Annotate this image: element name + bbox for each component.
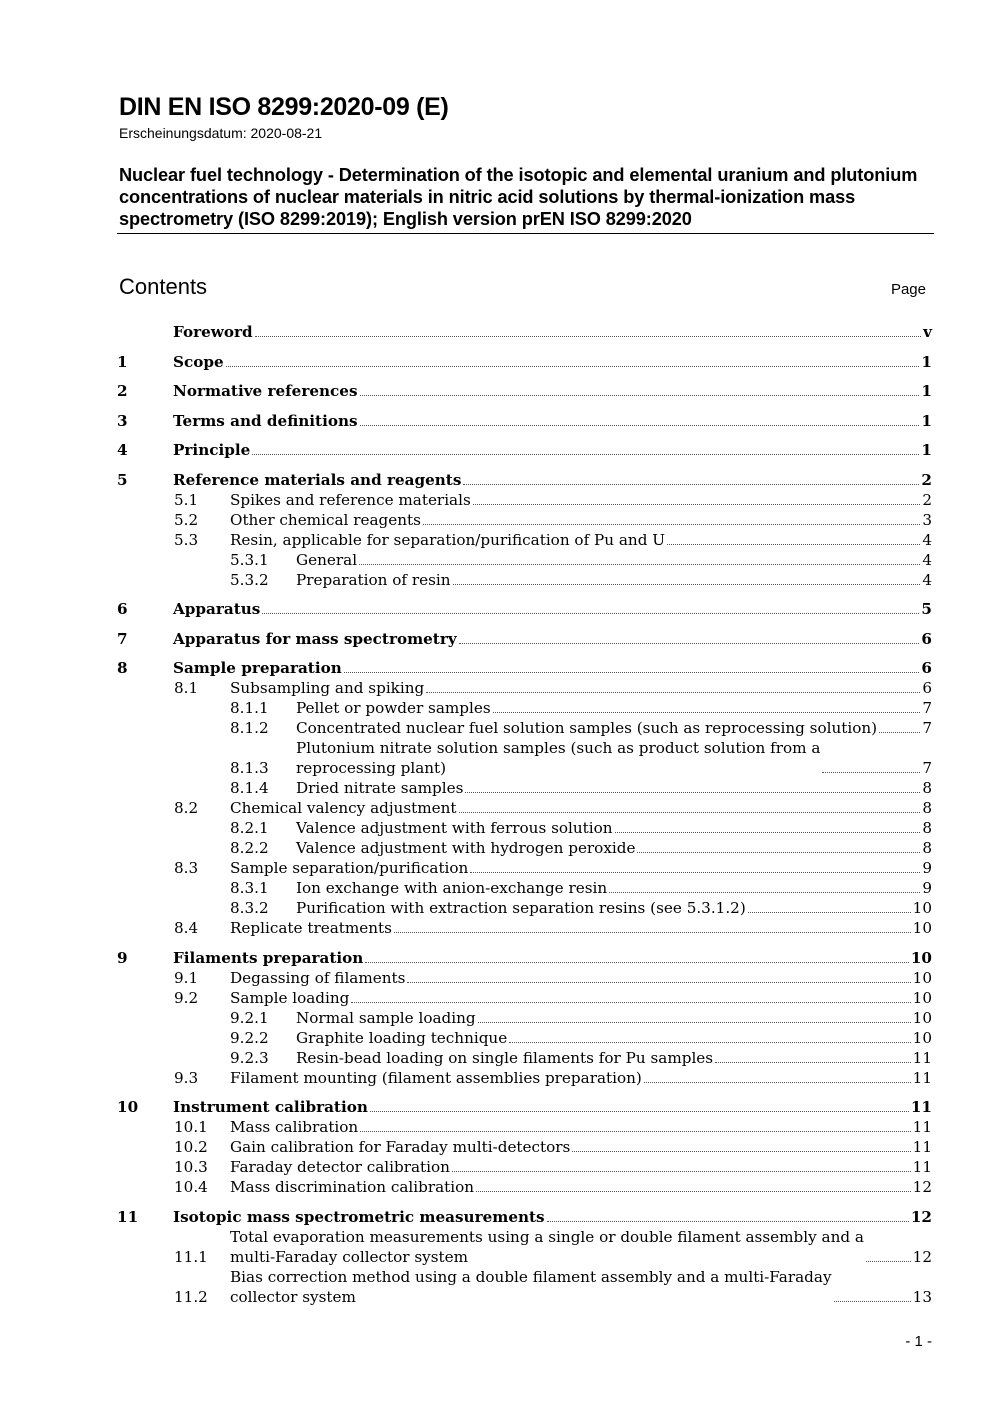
toc-leader-dots bbox=[351, 1002, 910, 1003]
toc-entry[interactable] bbox=[117, 1137, 932, 1157]
toc-entry-title: Valence adjustment with hydrogen peroxide bbox=[296, 839, 636, 857]
toc-entry[interactable] bbox=[117, 698, 932, 718]
document-subtitle: Nuclear fuel technology - Determination of the isotopic and elemental uranium and plutonium concentrations of nuclear materials in nitric acid solutions by thermal-ionization mass spectrometry (ISO 8299:2019); English version prEN ISO 8299:2020 bbox=[119, 165, 918, 229]
toc-entry-title-wrap bbox=[230, 1068, 913, 1088]
toc-leader-dots bbox=[360, 1131, 910, 1132]
toc-entry-title-wrap bbox=[296, 550, 922, 570]
toc-entry-number: 5.3.1 bbox=[230, 550, 269, 569]
toc-entry-number: 11.1 bbox=[174, 1247, 208, 1266]
toc-entry-page: 10 bbox=[912, 1008, 932, 1027]
toc-entry-number: 5.1 bbox=[174, 490, 199, 509]
toc-entry-page: 13 bbox=[912, 1287, 932, 1306]
toc-leader-dots bbox=[473, 504, 921, 505]
subtitle-rule bbox=[117, 233, 934, 234]
toc-entry[interactable] bbox=[117, 1068, 932, 1088]
toc-leader-dots bbox=[459, 812, 921, 813]
toc-entry-title-wrap bbox=[173, 948, 911, 968]
toc-entry-title: Spikes and reference materials bbox=[230, 490, 471, 509]
toc-leader-dots bbox=[465, 792, 920, 793]
toc-entry[interactable] bbox=[117, 1177, 932, 1197]
toc-entry-title-wrap bbox=[173, 381, 921, 401]
toc-leader-dots bbox=[834, 1301, 911, 1302]
toc-entry-number: 10.1 bbox=[174, 1118, 208, 1136]
toc-entry-title-wrap bbox=[296, 738, 922, 778]
toc-entry-title: Gain calibration for Faraday multi-detectors bbox=[230, 1138, 571, 1156]
toc-entry-number: 2 bbox=[117, 382, 128, 400]
toc-entry[interactable] bbox=[117, 1097, 932, 1117]
toc-entry[interactable] bbox=[117, 411, 932, 431]
toc-leader-dots bbox=[866, 1261, 911, 1262]
toc-entry-title: Replicate treatments bbox=[230, 919, 392, 937]
toc-entry-title: Terms and definitions bbox=[173, 411, 358, 430]
toc-entry-number: 8.1.1 bbox=[230, 699, 269, 717]
toc-entry[interactable] bbox=[117, 510, 932, 530]
toc-entry-title: Preparation of resin bbox=[296, 570, 451, 589]
toc-entry[interactable] bbox=[117, 629, 932, 649]
toc-entry-page: 9 bbox=[922, 879, 932, 897]
toc-entry-number: 9.2.1 bbox=[230, 1008, 269, 1027]
toc-entry[interactable] bbox=[117, 718, 932, 738]
toc-entry-title: Mass discrimination calibration bbox=[230, 1178, 475, 1196]
toc-entry[interactable] bbox=[117, 1207, 932, 1227]
toc-entry-title-wrap bbox=[230, 968, 913, 988]
toc-entry-number: 6 bbox=[117, 600, 128, 618]
toc-entry-page: 1 bbox=[921, 411, 932, 430]
toc-entry[interactable] bbox=[117, 818, 932, 838]
toc-entry-number: 8.3.1 bbox=[230, 879, 269, 897]
toc-leader-dots bbox=[407, 982, 910, 983]
toc-entry-title: General bbox=[296, 550, 358, 569]
toc-entry-page: 4 bbox=[922, 530, 932, 549]
toc-entry-page: 11 bbox=[912, 1048, 932, 1067]
toc-entry-title: Principle bbox=[173, 441, 251, 459]
toc-entry-title: Scope bbox=[173, 352, 224, 371]
toc-entry[interactable] bbox=[117, 322, 932, 342]
toc-entry-title: Graphite loading technique bbox=[296, 1028, 508, 1047]
toc-entry-number: 8.3.2 bbox=[230, 899, 269, 917]
table-of-contents bbox=[117, 322, 932, 1307]
toc-entry-title: Ion exchange with anion-exchange resin bbox=[296, 879, 608, 897]
toc-entry-number: 5.3.2 bbox=[230, 570, 269, 589]
toc-entry[interactable] bbox=[117, 878, 932, 898]
toc-entry-title-wrap bbox=[173, 658, 921, 678]
toc-entry[interactable] bbox=[117, 470, 932, 490]
toc-leader-dots bbox=[252, 454, 919, 455]
toc-leader-dots bbox=[394, 932, 911, 933]
toc-leader-dots bbox=[360, 395, 920, 396]
toc-entry-title: Purification with extraction separation resins (see 5.3.1.2) bbox=[296, 899, 746, 917]
toc-entry[interactable] bbox=[117, 381, 932, 401]
toc-entry[interactable] bbox=[117, 352, 932, 372]
toc-entry-number: 3 bbox=[117, 411, 128, 430]
toc-entry-title-wrap bbox=[230, 858, 922, 878]
toc-entry-title: Other chemical reagents bbox=[230, 510, 421, 529]
toc-entry-title-wrap bbox=[296, 898, 913, 918]
toc-entry-title-wrap bbox=[230, 1227, 913, 1267]
toc-entry-page: 11 bbox=[912, 1118, 932, 1136]
toc-entry-title-wrap bbox=[173, 322, 923, 342]
toc-leader-dots bbox=[344, 672, 920, 673]
toc-entry[interactable] bbox=[117, 778, 932, 798]
toc-entry-page: 10 bbox=[912, 919, 932, 937]
toc-entry-title: Faraday detector calibration bbox=[230, 1158, 450, 1176]
toc-entry[interactable] bbox=[117, 1048, 932, 1068]
toc-entry-title: Resin-bead loading on single filaments for Pu samples bbox=[296, 1048, 714, 1067]
toc-entry-title-wrap bbox=[296, 1008, 913, 1028]
toc-entry[interactable] bbox=[117, 550, 932, 570]
toc-entry-page: 1 bbox=[921, 352, 932, 371]
toc-entry-title-line1: Bias correction method using a double filament assembly and a multi-Faraday bbox=[230, 1267, 832, 1286]
toc-entry-page: 10 bbox=[910, 948, 932, 967]
toc-entry-title: Instrument calibration bbox=[173, 1098, 368, 1116]
toc-entry-title: Sample separation/purification bbox=[230, 859, 469, 877]
toc-leader-dots bbox=[822, 772, 920, 773]
publication-date: Erscheinungsdatum: 2020-08-21 bbox=[119, 125, 323, 141]
toc-entry[interactable] bbox=[117, 968, 932, 988]
toc-entry-number: 10 bbox=[117, 1098, 139, 1116]
toc-leader-dots bbox=[609, 892, 920, 893]
toc-entry-title: Normal sample loading bbox=[296, 1008, 476, 1027]
toc-entry-page: 1 bbox=[921, 382, 932, 400]
toc-entry-title-wrap bbox=[230, 490, 922, 510]
toc-leader-dots bbox=[452, 1171, 911, 1172]
toc-entry-title-wrap bbox=[173, 440, 921, 460]
toc-entry-number: 10.3 bbox=[174, 1158, 208, 1176]
toc-entry-page: 10 bbox=[912, 968, 932, 987]
toc-entry-title-wrap bbox=[173, 470, 921, 490]
toc-entry[interactable] bbox=[117, 1028, 932, 1048]
toc-entry-page: 8 bbox=[922, 839, 932, 857]
toc-entry-title bbox=[230, 1227, 864, 1267]
toc-leader-dots bbox=[370, 1111, 909, 1112]
toc-leader-dots bbox=[572, 1151, 910, 1152]
toc-entry[interactable] bbox=[117, 898, 932, 918]
toc-entry-page: 12 bbox=[912, 1178, 932, 1196]
toc-entry-title: Normative references bbox=[173, 382, 358, 400]
toc-entry-number: 8.2.2 bbox=[230, 839, 269, 857]
toc-entry-title: Filament mounting (filament assemblies preparation) bbox=[230, 1068, 642, 1087]
toc-entry-page: 6 bbox=[921, 659, 932, 677]
toc-entry-title-wrap bbox=[173, 411, 921, 431]
toc-entry-title-wrap bbox=[230, 1117, 913, 1137]
toc-entry-page: 12 bbox=[912, 1247, 932, 1266]
toc-entry-page: 1 bbox=[921, 441, 932, 459]
toc-leader-dots bbox=[470, 872, 920, 873]
toc-entry-title-wrap bbox=[230, 988, 913, 1008]
toc-entry-page: 3 bbox=[922, 510, 932, 529]
toc-entry-number: 7 bbox=[117, 629, 128, 648]
toc-leader-dots bbox=[476, 1191, 911, 1192]
toc-entry-title: Degassing of filaments bbox=[230, 968, 406, 987]
toc-entry-title-wrap bbox=[296, 1048, 913, 1068]
toc-entry-page: 7 bbox=[922, 719, 932, 737]
toc-entry-title-wrap bbox=[230, 798, 922, 818]
toc-entry-title-line1: Total evaporation measurements using a single or double filament assembly and a bbox=[230, 1227, 864, 1246]
toc-entry-title: Filaments preparation bbox=[173, 948, 364, 967]
toc-entry[interactable] bbox=[117, 918, 932, 938]
toc-entry-title-line2: reprocessing plant) bbox=[296, 759, 447, 777]
toc-leader-dots bbox=[478, 1022, 911, 1023]
toc-entry-number: 8.2 bbox=[174, 799, 199, 817]
toc-entry-title: Sample loading bbox=[230, 988, 350, 1007]
toc-entry-number: 5.2 bbox=[174, 510, 199, 529]
toc-entry-title: Subsampling and spiking bbox=[230, 679, 425, 697]
toc-entry-page: 9 bbox=[922, 859, 932, 877]
toc-leader-dots bbox=[226, 366, 920, 367]
toc-leader-dots bbox=[715, 1062, 911, 1063]
toc-entry-title-wrap bbox=[296, 718, 922, 738]
toc-entry[interactable] bbox=[117, 658, 932, 678]
toc-leader-dots bbox=[365, 962, 909, 963]
toc-entry-number: 8.4 bbox=[174, 919, 199, 937]
toc-leader-dots bbox=[493, 712, 921, 713]
toc-entry-title: Pellet or powder samples bbox=[296, 699, 491, 717]
toc-entry[interactable] bbox=[117, 1117, 932, 1137]
toc-entry[interactable] bbox=[117, 440, 932, 460]
toc-entry-number: 9.2.2 bbox=[230, 1028, 269, 1047]
toc-entry-title: Reference materials and reagents bbox=[173, 470, 462, 489]
toc-leader-dots bbox=[262, 613, 919, 614]
toc-entry[interactable] bbox=[117, 1008, 932, 1028]
toc-entry-title bbox=[296, 738, 820, 778]
toc-entry-title-wrap bbox=[173, 1207, 911, 1227]
toc-entry[interactable] bbox=[117, 858, 932, 878]
toc-entry-number: 9.2.3 bbox=[230, 1048, 269, 1067]
toc-entry[interactable] bbox=[117, 738, 932, 778]
toc-entry-title-wrap bbox=[296, 1028, 913, 1048]
toc-entry-title-wrap bbox=[173, 599, 921, 619]
toc-entry-title: Mass calibration bbox=[230, 1118, 359, 1136]
toc-entry-title: Apparatus bbox=[173, 600, 261, 618]
toc-entry-number: 8.1 bbox=[174, 679, 199, 697]
toc-entry-title-wrap bbox=[230, 1137, 913, 1157]
toc-entry-page: v bbox=[923, 323, 932, 341]
toc-entry-number: 5.3 bbox=[174, 530, 199, 549]
toc-leader-dots bbox=[879, 732, 920, 733]
toc-leader-dots bbox=[748, 912, 911, 913]
toc-entry-page: 8 bbox=[922, 799, 932, 817]
toc-entry-title-wrap bbox=[296, 570, 922, 590]
toc-entry-number: 8.3 bbox=[174, 859, 199, 877]
toc-leader-dots bbox=[615, 832, 921, 833]
toc-entry-number: 9.2 bbox=[174, 988, 199, 1007]
toc-leader-dots bbox=[359, 564, 920, 565]
toc-entry-title-wrap bbox=[296, 778, 922, 798]
toc-entry-title-wrap bbox=[230, 1157, 913, 1177]
toc-entry-number: 9.3 bbox=[174, 1068, 199, 1087]
toc-entry[interactable] bbox=[117, 530, 932, 550]
toc-entry-title-line2: collector system bbox=[230, 1287, 356, 1306]
toc-entry-page: 10 bbox=[912, 899, 932, 917]
toc-entry-title-wrap bbox=[173, 352, 921, 372]
toc-entry-page: 6 bbox=[922, 679, 932, 697]
toc-entry-number: 8.2.1 bbox=[230, 819, 269, 837]
toc-entry-page: 11 bbox=[912, 1068, 932, 1087]
toc-entry[interactable] bbox=[117, 678, 932, 698]
toc-entry-title: Foreword bbox=[173, 323, 253, 341]
toc-entry-title: Resin, applicable for separation/purification of Pu and U bbox=[230, 530, 666, 549]
document-title: DIN EN ISO 8299:2020-09 (E) bbox=[119, 93, 449, 121]
toc-entry[interactable] bbox=[117, 490, 932, 510]
toc-entry-page: 7 bbox=[922, 699, 932, 717]
toc-leader-dots bbox=[423, 524, 920, 525]
toc-leader-dots bbox=[509, 1042, 910, 1043]
toc-entry-title: Sample preparation bbox=[173, 659, 342, 677]
toc-entry-page: 11 bbox=[912, 1158, 932, 1176]
toc-leader-dots bbox=[426, 692, 920, 693]
toc-entry-number: 11 bbox=[117, 1207, 139, 1226]
page-number: - 1 - bbox=[905, 1333, 932, 1350]
toc-leader-dots bbox=[360, 425, 920, 426]
toc-entry[interactable] bbox=[117, 1267, 932, 1307]
toc-entry-page: 4 bbox=[922, 570, 932, 589]
toc-entry-title: Concentrated nuclear fuel solution samples (such as reprocessing solution) bbox=[296, 719, 878, 737]
toc-entry-title-wrap bbox=[230, 510, 922, 530]
toc-leader-dots bbox=[644, 1082, 911, 1083]
toc-entry-title bbox=[230, 1267, 832, 1307]
toc-entry-number: 10.2 bbox=[174, 1138, 208, 1156]
toc-entry-page: 2 bbox=[922, 490, 932, 509]
toc-leader-dots bbox=[459, 643, 920, 644]
toc-leader-dots bbox=[453, 584, 921, 585]
toc-entry-title-wrap bbox=[230, 918, 913, 938]
toc-entry[interactable] bbox=[117, 948, 932, 968]
toc-entry-title: Chemical valency adjustment bbox=[230, 799, 457, 817]
toc-entry-number: 4 bbox=[117, 441, 128, 459]
page-column-label: Page bbox=[890, 281, 926, 298]
toc-entry[interactable] bbox=[117, 838, 932, 858]
toc-entry-title-line2: multi-Faraday collector system bbox=[230, 1247, 469, 1266]
contents-heading: Contents bbox=[119, 274, 208, 299]
toc-entry-title-wrap bbox=[296, 838, 922, 858]
toc-entry-title: Isotopic mass spectrometric measurements bbox=[173, 1207, 545, 1226]
toc-entry-title-wrap bbox=[296, 698, 922, 718]
toc-entry-page: 5 bbox=[921, 600, 932, 618]
toc-leader-dots bbox=[667, 544, 920, 545]
toc-entry[interactable] bbox=[117, 988, 932, 1008]
toc-entry-number: 8 bbox=[117, 659, 128, 677]
toc-entry-title-wrap bbox=[173, 629, 921, 649]
toc-leader-dots bbox=[637, 852, 920, 853]
toc-leader-dots bbox=[463, 484, 919, 485]
toc-entry-number: 9 bbox=[117, 948, 128, 967]
toc-entry-title-wrap bbox=[230, 530, 922, 550]
toc-entry[interactable] bbox=[117, 570, 932, 590]
toc-entry-title-wrap bbox=[173, 1097, 911, 1117]
toc-entry-title-wrap bbox=[230, 1267, 913, 1307]
toc-entry[interactable] bbox=[117, 1227, 932, 1267]
toc-entry-number: 1 bbox=[117, 352, 128, 371]
toc-entry-title-wrap bbox=[296, 878, 922, 898]
toc-entry-page: 12 bbox=[910, 1207, 932, 1226]
toc-entry-page: 6 bbox=[921, 629, 932, 648]
toc-entry-number: 10.4 bbox=[174, 1178, 208, 1196]
toc-entry-page: 8 bbox=[922, 819, 932, 837]
toc-entry-number: 5 bbox=[117, 470, 128, 489]
toc-entry-page: 2 bbox=[921, 470, 932, 489]
toc-leader-dots bbox=[547, 1221, 909, 1222]
toc-entry-number: 8.1.2 bbox=[230, 719, 269, 737]
toc-entry-title-wrap bbox=[230, 678, 922, 698]
toc-entry-title-wrap bbox=[230, 1177, 913, 1197]
toc-entry-number: 11.2 bbox=[174, 1287, 208, 1306]
toc-entry-number: 9.1 bbox=[174, 968, 199, 987]
toc-entry-title: Valence adjustment with ferrous solution bbox=[296, 819, 613, 837]
toc-entry-number: 8.1.4 bbox=[230, 779, 269, 797]
toc-entry[interactable] bbox=[117, 1157, 932, 1177]
toc-entry-page: 11 bbox=[910, 1098, 932, 1116]
toc-entry-page: 4 bbox=[922, 550, 932, 569]
toc-leader-dots bbox=[255, 336, 922, 337]
toc-entry-title-wrap bbox=[296, 818, 922, 838]
toc-entry[interactable] bbox=[117, 798, 932, 818]
toc-entry-page: 7 bbox=[922, 759, 932, 777]
toc-entry-number: 8.1.3 bbox=[230, 759, 269, 777]
toc-entry-page: 11 bbox=[912, 1138, 932, 1156]
toc-entry-page: 8 bbox=[922, 779, 932, 797]
toc-entry-title: Apparatus for mass spectrometry bbox=[173, 629, 457, 648]
toc-entry-title: Dried nitrate samples bbox=[296, 779, 464, 797]
toc-entry-page: 10 bbox=[912, 1028, 932, 1047]
toc-entry-title-line1: Plutonium nitrate solution samples (such as product solution from a bbox=[296, 739, 821, 757]
toc-entry[interactable] bbox=[117, 599, 932, 619]
toc-entry-page: 10 bbox=[912, 988, 932, 1007]
